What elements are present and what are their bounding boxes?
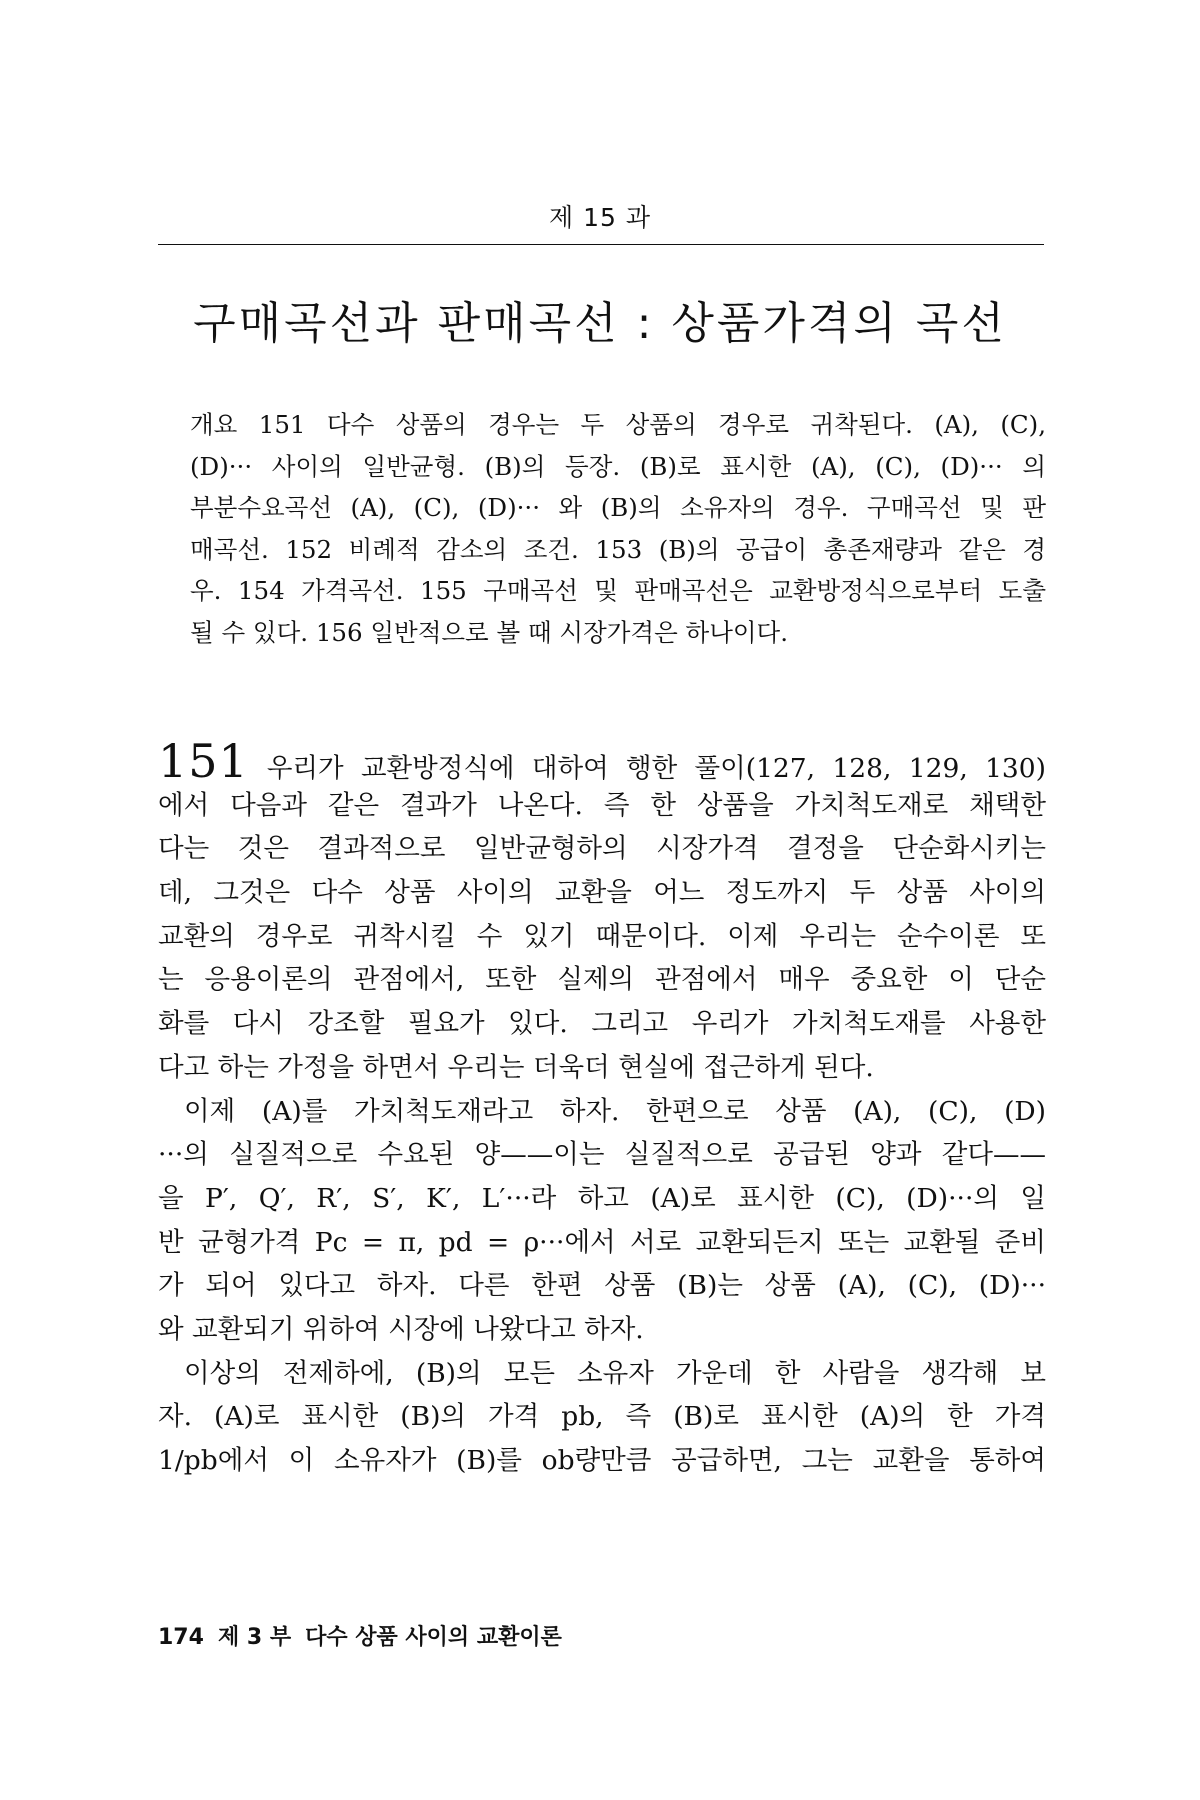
body-line: 와 교환되기 위하여 시장에 나왔다고 하자. <box>158 1313 644 1345</box>
body-line: 반 균형가격 Pc = π, pd = ρ···에서 서로 교환되든지 또는 교환될 준비 <box>158 1226 1046 1258</box>
body-line: 는 응용이론의 관점에서, 또한 실제의 관점에서 매우 중요한 이 단순 <box>158 964 1046 996</box>
chapter-summary <box>190 404 1046 653</box>
body-line: 을 P′, Q′, R′, S′, K′, L′···라 하고 (A)로 표시한 (C), (D)···의 일 <box>158 1182 1046 1214</box>
lesson-label: 제 15 과 <box>548 203 651 232</box>
body-line: 자. (A)로 표시한 (B)의 가격 pb, 즉 (B)로 표시한 (A)의 한 가격 <box>158 1401 1046 1433</box>
body-line: 가 되어 있다고 하자. 다른 한편 상품 (B)는 상품 (A), (C), (D)··· <box>158 1270 1046 1302</box>
body-line: ···의 실질적으로 수요된 양——이는 실질적으로 공급된 양과 같다—— <box>158 1139 1046 1171</box>
body-line: 우리가 교환방정식에 대하여 행한 풀이(127, 128, 129, 130) <box>266 753 1046 784</box>
page-title: 구매곡선과 판매곡선 : 상품가격의 곡선 <box>193 298 1007 350</box>
section-body <box>158 734 1046 1483</box>
summary-line: 우. 154 가격곡선. 155 구매곡선 및 판매곡선은 교환방정식으로부터 도출 <box>190 576 1046 605</box>
body-line: 다고 하는 가정을 하면서 우리는 더욱더 현실에 접근하게 된다. <box>158 1051 874 1083</box>
body-line: 이제 (A)를 가치척도재라고 하자. 한편으로 상품 (A), (C), (D) <box>184 1095 1046 1127</box>
title-divider <box>158 244 1044 245</box>
body-line: 다는 것은 결과적으로 일반균형하의 시장가격 결정을 단순화시키는 <box>158 833 1046 865</box>
summary-line: 매곡선. 152 비례적 감소의 조건. 153 (B)의 공급이 총존재량과 같은 경 <box>190 534 1046 564</box>
body-line: 데, 그것은 다수 상품 사이의 교환을 어느 정도까지 두 상품 사이의 <box>158 877 1046 909</box>
body-line: 1/pb에서 이 소유자가 (B)를 ob량만큼 공급하면, 그는 교환을 통하여 <box>158 1445 1046 1476</box>
part-label: 제 3 부 <box>217 1625 292 1650</box>
part-title: 다수 상품 사이의 교환이론 <box>305 1625 562 1650</box>
page-footer <box>158 1620 1046 1651</box>
section-number: 151 <box>158 734 249 788</box>
summary-line: 될 수 있다. 156 일반적으로 볼 때 시장가격은 하나이다. <box>190 617 788 647</box>
summary-line: 부분수요곡선 (A), (C), (D)··· 와 (B)의 소유자의 경우. 구매곡선 및 판 <box>190 493 1046 522</box>
summary-line: 개요 151 다수 상품의 경우는 두 상품의 경우로 귀착된다. (A), (C), <box>190 410 1046 439</box>
page-number: 174 <box>158 1625 204 1650</box>
section-first-line <box>158 734 1046 788</box>
body-line: 화를 다시 강조할 필요가 있다. 그리고 우리가 가치척도재를 사용한 <box>158 1008 1046 1040</box>
body-line: 교환의 경우로 귀착시킬 수 있기 때문이다. 이제 우리는 순수이론 또 <box>158 920 1046 952</box>
body-line: 이상의 전제하에, (B)의 모든 소유자 가운데 한 사람을 생각해 보 <box>184 1357 1046 1389</box>
summary-line: (D)··· 사이의 일반균형. (B)의 등장. (B)로 표시한 (A), (C), (D)··· 의 <box>190 451 1046 481</box>
body-line: 에서 다음과 같은 결과가 나온다. 즉 한 상품을 가치척도재로 채택한 <box>158 789 1046 821</box>
